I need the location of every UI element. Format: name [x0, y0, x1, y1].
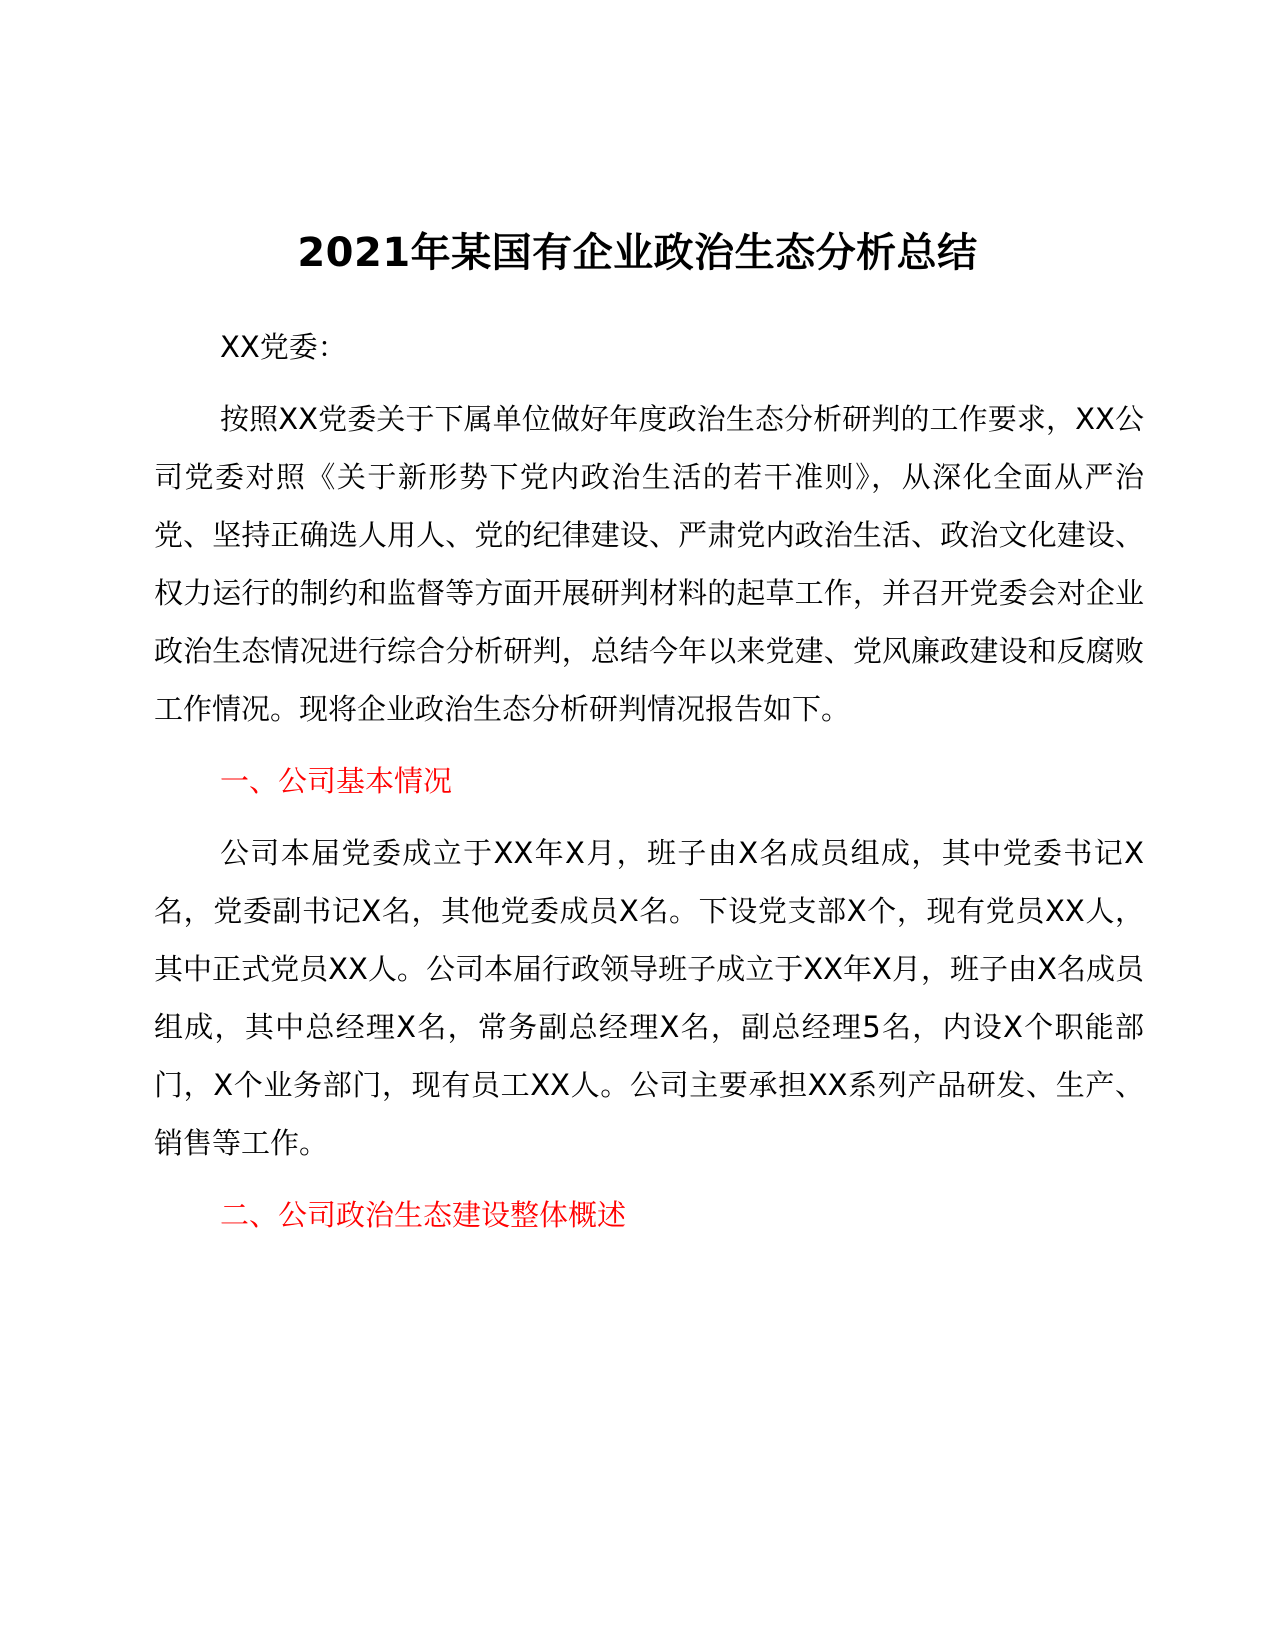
intro-paragraph: 按照XX党委关于下属单位做好年度政治生态分析研判的工作要求，XX公司党委对照《关于新形势下党内政治生活的若干准则》，从深化全面从严治党、坚持正确选人用人、党的纪律建设、严肃党内政治生活、政治文化建设、权力运行的制约和监督等方面开展研判材料的起草工作，并召开党委会对企业政治生态情况进行综合分析研判，总结今年以来党建、党风廉政建设和反腐败工作情况。现将企业政治生态分析研判情况报告如下。 — [154, 402, 1144, 726]
section-heading-overview: 二、公司政治生态建设整体概述 — [220, 1198, 627, 1232]
basic-info-paragraph: 公司本届党委成立于XX年X月，班子由X名成员组成，其中党委书记X名，党委副书记X名，其他党委成员X名。下设党支部X个，现有党员XX人，其中正式党员XX人。公司本届行政领导班子成立于XX年X月，班子由X名成员组成，其中总经理X名，常务副总经理X名，副总经理5名，内设X个职能部门，X个业务部门，现有员工XX人。公司主要承担XX系列产品研发、生产、销售等工作。 — [154, 836, 1144, 1160]
salutation: XX党委： — [220, 330, 347, 364]
document-body — [154, 318, 1144, 1258]
section-heading-basic-info: 一、公司基本情况 — [220, 764, 453, 798]
document-title: 2021年某国有企业政治生态分析总结 — [297, 230, 978, 276]
